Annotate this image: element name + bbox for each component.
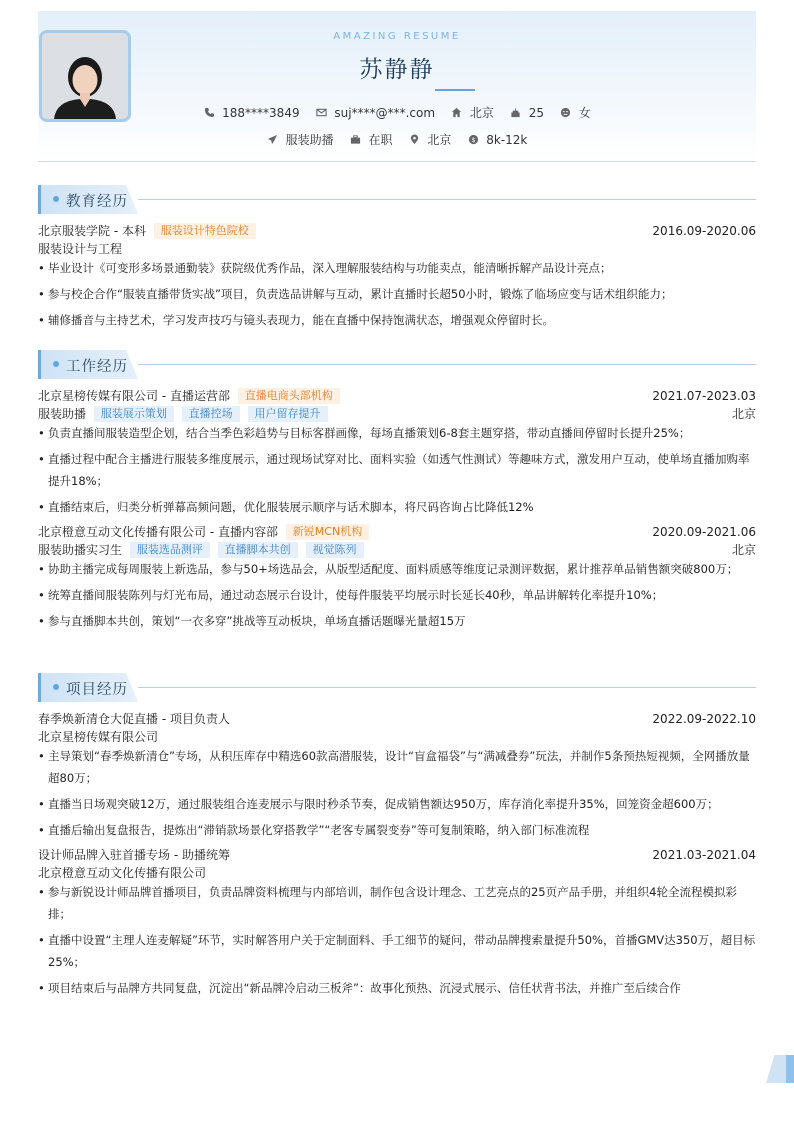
- work-section-title: [38, 350, 756, 379]
- job-intent-row: [38, 131, 756, 148]
- candidate-name: 苏静静: [359, 57, 435, 83]
- education-bullets: [38, 257, 756, 335]
- home-text: 北京: [469, 106, 494, 120]
- paper-plane-icon: [267, 134, 279, 146]
- job-bullets: [38, 422, 756, 522]
- age-text: 25: [528, 105, 545, 120]
- list-item: • 项目结束后与品牌方共同复盘，沉淀出“新品牌冷启动三板斧”：故事化预热、沉浸式展示、信任状背书法，并推广至后续合作: [38, 977, 756, 999]
- age-item: [510, 106, 544, 120]
- status-text: 在职: [368, 133, 393, 147]
- project-date: 2021.03-2021.04: [652, 848, 756, 862]
- project-org-line: [38, 865, 756, 881]
- job-date: 2020.09-2021.06: [652, 525, 756, 539]
- project-name-line: [38, 847, 756, 863]
- phone-text: 188****3849: [222, 105, 300, 120]
- salary-text: 8k-12k: [486, 132, 528, 147]
- project-org-line: [38, 729, 756, 745]
- list-item: • 直播过程中配合主播进行服装多维度展示，通过现场试穿对比、面料实验（如透气性测试）等趣味方式，激发用户互动，使单场直播加购率提升18%；: [38, 448, 756, 492]
- job-date: 2021.07-2023.03: [652, 389, 756, 403]
- job-role: 服装助播实习生: [38, 543, 123, 557]
- company-name: 北京星榜传媒有限公司 - 直播运营部: [38, 389, 230, 403]
- list-item: • 参与直播脚本共创，策划“一衣多穿”挑战等互动板块，单场直播话题曝光量超15万: [38, 610, 756, 632]
- section-label: 教育经历: [66, 194, 128, 210]
- project-bullets: [38, 881, 756, 1003]
- company-name: 北京橙意互动文化传播有限公司 - 直播内容部: [38, 525, 278, 539]
- education-section-title: [38, 185, 756, 214]
- skill-tag: 用户留存提升: [248, 406, 328, 422]
- project-section-title: [38, 673, 756, 702]
- phone-item: [203, 106, 299, 120]
- home-icon: [451, 107, 463, 119]
- money-icon: [467, 134, 479, 146]
- job-item: [267, 131, 334, 148]
- list-item: • 毕业设计《可变形多场景通勤装》获院级优秀作品，深入理解服装结构与功能卖点，能清晰拆解产品设计亮点；: [38, 257, 756, 279]
- job-role-line: [38, 542, 756, 558]
- job-bullets: [38, 558, 756, 636]
- email-text: suj****@***.com: [334, 105, 436, 120]
- school-name: 北京服装学院 - 本科: [38, 224, 146, 238]
- home-item: [451, 104, 494, 121]
- project-name: 春季焕新清仓大促直播 - 项目负责人: [38, 712, 230, 726]
- education-school-line: [38, 223, 756, 239]
- job-role: 服装助播: [38, 407, 87, 421]
- project-date: 2022.09-2022.10: [652, 712, 756, 726]
- skill-tag: 直播控场: [182, 406, 240, 422]
- svg-text:$: $: [471, 135, 476, 144]
- list-item: • 协助主播完成每周服装上新选品，参与50+场选品会，从版型适配度、面料质感等维度记录测评数据，累计推荐单品销售额突破800万；: [38, 558, 756, 580]
- status-item: [350, 131, 393, 148]
- list-item: • 直播后输出复盘报告，提炼出“滞销款场景化穿搭教学”“老客专属裂变券”等可复制策略，纳入部门标准流程: [38, 819, 756, 841]
- list-item: • 统筹直播间服装陈列与灯光布局，通过动态展示台设计，使每件服装平均展示时长延长40秒，单品讲解转化率提升10%；: [38, 584, 756, 606]
- list-item: • 负责直播间服装造型企划，结合当季色彩趋势与目标客群画像，每场直播策划6-8套主题穿搭，带动直播间停留时长提升25%；: [38, 422, 756, 444]
- resume-header: [38, 11, 756, 162]
- job-role-line: [38, 406, 756, 422]
- brand-subtitle: AMAZING RESUME: [333, 31, 461, 42]
- gender-item: [560, 104, 591, 121]
- skill-tag: 视觉陈列: [306, 542, 364, 558]
- corner-decoration: [766, 1055, 794, 1083]
- project-org: 北京星榜传媒有限公司: [38, 730, 159, 744]
- list-item: • 辅修播音与主持艺术，学习发声技巧与镜头表现力，能在直播中保持饱满状态，增强观众停留时长。: [38, 309, 756, 331]
- list-item: • 直播结束后，归类分析弹幕高频问题，优化服装展示顺序与话术脚本，将尺码咨询占比降低12%: [38, 496, 756, 518]
- section-label: 项目经历: [66, 682, 128, 698]
- project-bullets: [38, 745, 756, 845]
- email-icon: [315, 107, 327, 119]
- contact-row: [38, 104, 756, 121]
- location-pin-icon: [408, 134, 420, 146]
- phone-icon: [203, 107, 215, 119]
- skill-tag: 直播脚本共创: [218, 542, 298, 558]
- briefcase-icon: [350, 134, 362, 146]
- list-item: • 参与新锐设计师品牌首播项目，负责品牌资料梳理与内部培训，制作包含设计理念、工艺亮点的25页产品手册，并组织4轮全流程模拟彩排；: [38, 881, 756, 925]
- list-item: • 直播中设置“主理人连麦解疑”环节，实时解答用户关于定制面料、手工细节的疑问，带动品牌搜索量提升50%，首播GMV达350万，超目标25%；: [38, 929, 756, 973]
- name-underline: [435, 89, 475, 91]
- job-company-line: [38, 388, 756, 404]
- school-tag: 服装设计特色院校: [154, 223, 256, 239]
- list-item: • 主导策划“春季焕新清仓”专场，从积压库存中精选60款高潜服装，设计“盲盒福袋”与“满减叠券”玩法，并制作5条预热短视频，全网播放量超80万；: [38, 745, 756, 789]
- skill-tag: 服装展示策划: [94, 406, 174, 422]
- gender-text: 女: [578, 106, 591, 120]
- section-label: 工作经历: [66, 359, 128, 375]
- job-location: 北京: [731, 407, 756, 421]
- city-item: [408, 131, 451, 148]
- job-company-line: [38, 524, 756, 540]
- company-tag: 新锐MCN机构: [286, 524, 369, 540]
- major: 服装设计与工程: [38, 242, 123, 256]
- list-item: • 参与校企合作“服装直播带货实战”项目，负责选品讲解与互动，累计直播时长超50小时，锻炼了临场应变与话术组织能力；: [38, 283, 756, 305]
- project-name-line: [38, 711, 756, 727]
- job-location: 北京: [731, 543, 756, 557]
- project-name: 设计师品牌入驻首播专场 - 助播统筹: [38, 848, 230, 862]
- project-org: 北京橙意互动文化传播有限公司: [38, 866, 207, 880]
- city-text: 北京: [427, 133, 452, 147]
- cake-icon: [510, 107, 522, 119]
- list-item: • 直播当日场观突破12万，通过服装组合连麦展示与限时秒杀节奏，促成销售额达950万，库存消化率提升35%，回笼资金超600万；: [38, 793, 756, 815]
- email-item: [315, 106, 435, 120]
- job-text: 服装助播: [285, 133, 334, 147]
- gender-icon: [560, 107, 572, 119]
- education-date: 2016.09-2020.06: [652, 224, 756, 238]
- education-major-line: [38, 241, 756, 257]
- salary-item: [467, 133, 527, 147]
- skill-tag: 服装选品测评: [130, 542, 210, 558]
- company-tag: 直播电商头部机构: [238, 388, 340, 404]
